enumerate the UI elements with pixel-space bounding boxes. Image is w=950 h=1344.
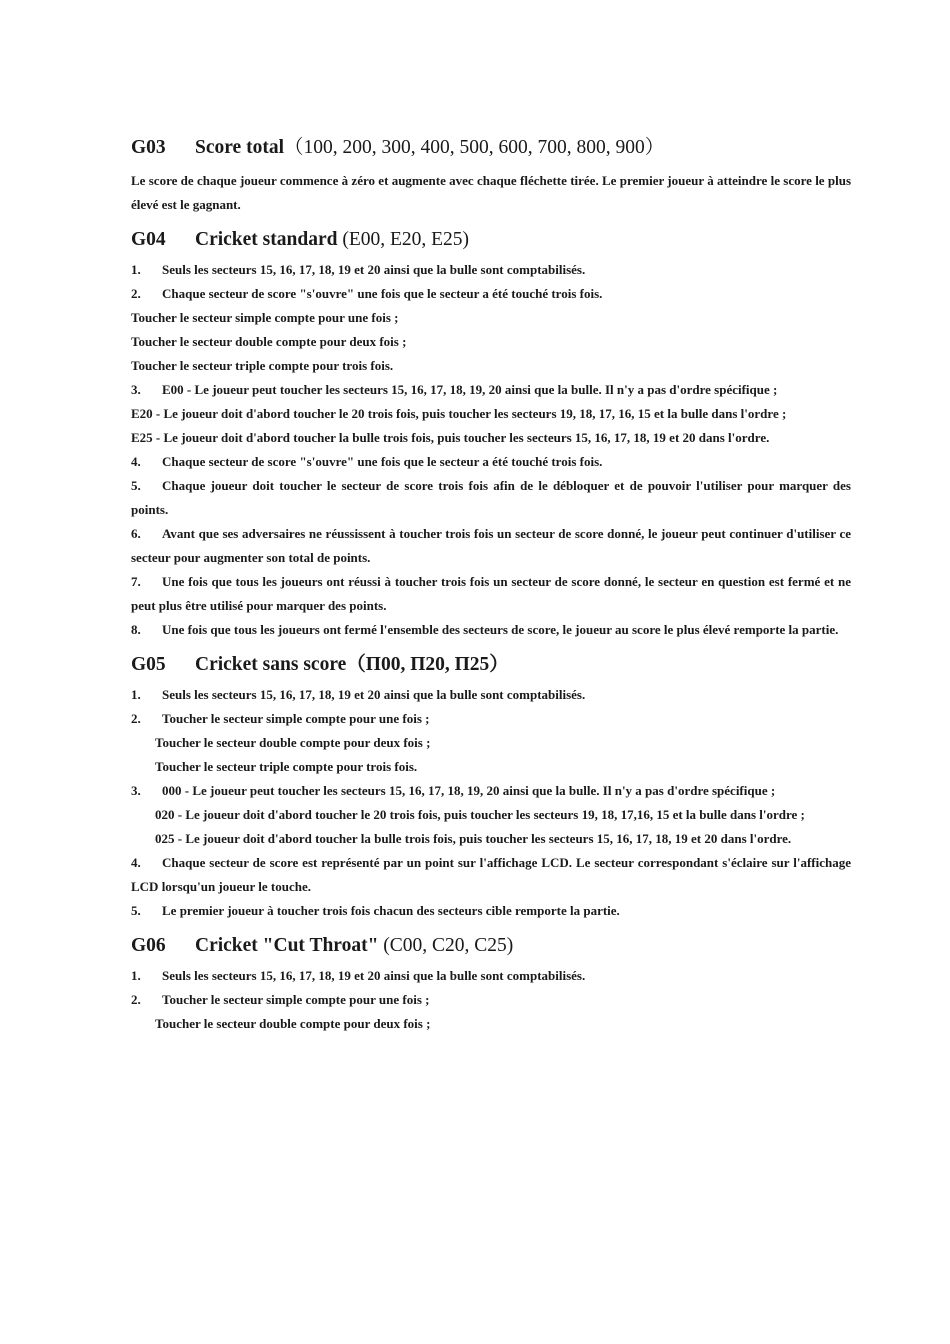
section-params: (C00, C20, C25): [383, 935, 514, 956]
section-code: G03: [131, 137, 166, 158]
section-title: Cricket "Cut Throat": [195, 935, 379, 956]
list-line: E20 - Le joueur doit d'abord toucher le 20 trois fois, puis toucher les secteurs 19, 18, 17, 16, 15 et la bulle dans l'ordre ;: [131, 406, 787, 421]
list-item: 3. E00 - Le joueur peut toucher les secteurs 15, 16, 17, 18, 19, 20 ainsi que la bulle. Il n'y a pas d'ordre spécifique ;: [131, 382, 778, 397]
list-item: 8. Une fois que tous les joueurs ont fermé l'ensemble des secteurs de score, le joueur au score le plus élevé remporte la partie.: [131, 622, 839, 637]
section-g05: [131, 650, 851, 923]
section-heading: [131, 133, 851, 163]
list-line: Toucher le secteur double compte pour deux fois ;: [155, 1016, 431, 1031]
list-item: 2. Toucher le secteur simple compte pour une fois ;: [131, 711, 430, 726]
list-line: 020 - Le joueur doit d'abord toucher le 20 trois fois, puis toucher les secteurs 19, 18, 17,16, 15 et la bulle dans l'ordre ;: [155, 807, 805, 822]
list-item: 6. Avant que ses adversaires ne réussissent à toucher trois fois un secteur de score donné, le joueur peut continuer d'utiliser ce secteur pour augmenter son total de points.: [131, 526, 851, 565]
section-g06: [131, 931, 851, 1036]
list-item: 3. 000 - Le joueur peut toucher les secteurs 15, 16, 17, 18, 19, 20 ainsi que la bulle. Il n'y a pas d'ordre spécifique ;: [131, 783, 776, 798]
list-item: 7. Une fois que tous les joueurs ont réussi à toucher trois fois un secteur de score donné, le secteur en question est fermé et ne peut plus être utilisé pour marquer des points.: [131, 574, 851, 613]
section-params: （100, 200, 300, 400, 500, 600, 700, 800, 900）: [284, 137, 665, 158]
list-item: 4. Chaque secteur de score "s'ouvre" une fois que le secteur a été touché trois fois.: [131, 454, 603, 469]
section-params: (E00, E20, E25): [342, 229, 470, 250]
list-line: Toucher le secteur simple compte pour une fois ;: [131, 310, 399, 325]
section-params: （П00, П20, П25）: [346, 654, 509, 675]
list-line: Toucher le secteur double compte pour deux fois ;: [131, 334, 407, 349]
paragraph: Le score de chaque joueur commence à zéro et augmente avec chaque fléchette tirée. Le premier joueur à atteindre le score le plus élevé est le gagnant.: [131, 173, 851, 212]
section-g04: [131, 225, 851, 642]
section-heading: [131, 650, 851, 680]
list-line: Toucher le secteur double compte pour deux fois ;: [155, 735, 431, 750]
section-code: G05: [131, 654, 166, 675]
list-item: 2. Chaque secteur de score "s'ouvre" une fois que le secteur a été touché trois fois.: [131, 286, 603, 301]
list-line: E25 - Le joueur doit d'abord toucher la bulle trois fois, puis toucher les secteurs 15, 16, 17, 18, 19 et 20 dans l'ordre.: [131, 430, 770, 445]
list-line: 025 - Le joueur doit d'abord toucher la bulle trois fois, puis toucher les secteurs 15, 16, 17, 18, 19 et 20 dans l'ordre.: [155, 831, 792, 846]
list-item: 1. Seuls les secteurs 15, 16, 17, 18, 19 et 20 ainsi que la bulle sont comptabilisés.: [131, 968, 586, 983]
section-title: Score total: [195, 137, 284, 158]
section-heading: [131, 225, 851, 255]
list-item: 4. Chaque secteur de score est représenté par un point sur l'affichage LCD. Le secteur correspondant s'éclaire sur l'affichage LCD lorsqu'un joueur le touche.: [131, 855, 851, 894]
section-code: G04: [131, 229, 166, 250]
list-line: Toucher le secteur triple compte pour trois fois.: [131, 358, 394, 373]
list-line: Toucher le secteur triple compte pour trois fois.: [155, 759, 418, 774]
list-item: 5. Le premier joueur à toucher trois fois chacun des secteurs cible remporte la partie.: [131, 903, 620, 918]
section-title: Cricket standard: [195, 229, 338, 250]
section-code: G06: [131, 935, 166, 956]
section-g03: [131, 133, 851, 217]
list-item: 2. Toucher le secteur simple compte pour une fois ;: [131, 992, 430, 1007]
list-item: 1. Seuls les secteurs 15, 16, 17, 18, 19 et 20 ainsi que la bulle sont comptabilisés.: [131, 687, 586, 702]
list-item: 5. Chaque joueur doit toucher le secteur de score trois fois afin de le débloquer et de pouvoir l'utiliser pour marquer des points.: [131, 478, 851, 517]
manual-page: [131, 133, 851, 1036]
section-heading: [131, 931, 851, 961]
section-title: Cricket sans score: [195, 654, 347, 675]
list-item: 1. Seuls les secteurs 15, 16, 17, 18, 19 et 20 ainsi que la bulle sont comptabilisés.: [131, 262, 586, 277]
